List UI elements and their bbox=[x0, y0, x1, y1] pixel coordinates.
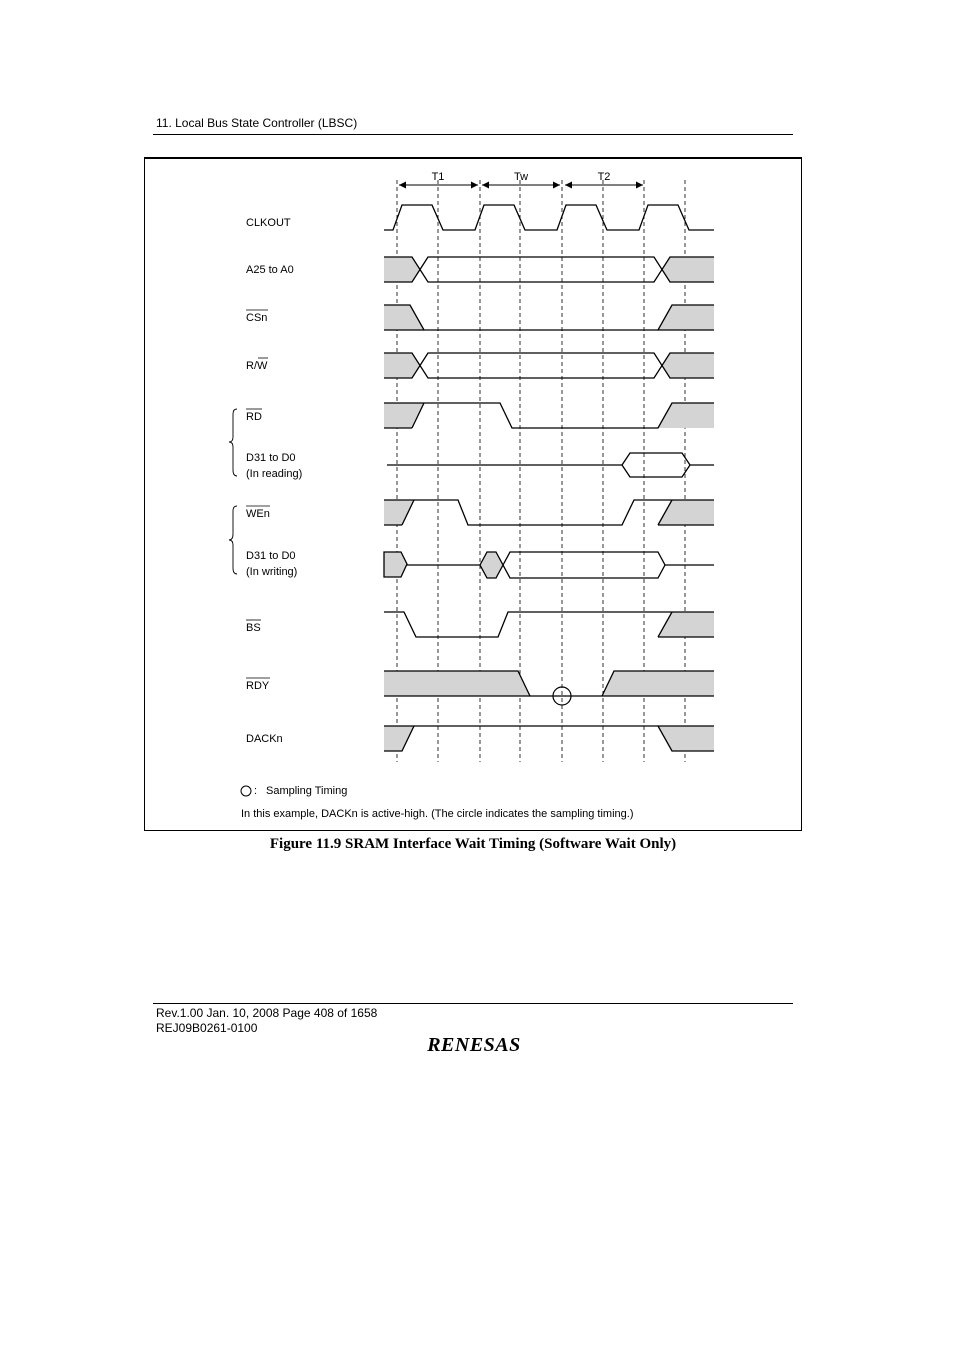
signal-label-data-read: D31 to D0 bbox=[246, 452, 296, 464]
signal-label-data-read-note: (In reading) bbox=[246, 468, 303, 480]
period-label-t2: T2 bbox=[597, 171, 611, 183]
footer-doc-code: REJ09B0261-0100 bbox=[156, 1021, 258, 1035]
footer-revision: Rev.1.00 Jan. 10, 2008 Page 408 of 1658 bbox=[156, 1006, 378, 1020]
signal-label-data-write-note: (In writing) bbox=[246, 566, 298, 578]
figure-caption: Figure 11.9 SRAM Interface Wait Timing (Software Wait Only) bbox=[269, 836, 677, 852]
figure-frame bbox=[144, 157, 802, 831]
renesas-logo-text: RENESAS bbox=[427, 1034, 521, 1056]
legend-colon: : bbox=[254, 785, 258, 797]
signal-label-dackn: DACKn bbox=[246, 733, 283, 745]
period-label-t1: T1 bbox=[431, 171, 445, 183]
signal-label-rw: R/W bbox=[246, 360, 268, 372]
signal-label-bs: BS bbox=[246, 622, 261, 634]
legend-label: Sampling Timing bbox=[266, 785, 348, 797]
signal-label-data-write: D31 to D0 bbox=[246, 550, 296, 562]
section-header: 11. Local Bus State Controller (LBSC) bbox=[156, 116, 358, 130]
signal-label-rdy: RDY bbox=[246, 680, 270, 692]
period-label-tw: Tw bbox=[513, 171, 529, 183]
signal-label-rd: RD bbox=[246, 411, 262, 423]
diagram-note: In this example, DACKn is active-high. (The circle indicates the sampling timing.) bbox=[241, 808, 634, 820]
signal-label-addr: A25 to A0 bbox=[246, 264, 294, 276]
footer-rule bbox=[153, 1003, 793, 1004]
signal-label-wen: WEn bbox=[246, 508, 270, 520]
signal-label-csn: CSn bbox=[246, 312, 268, 324]
signal-label-clkout: CLKOUT bbox=[246, 217, 291, 229]
renesas-logo bbox=[412, 1032, 536, 1056]
